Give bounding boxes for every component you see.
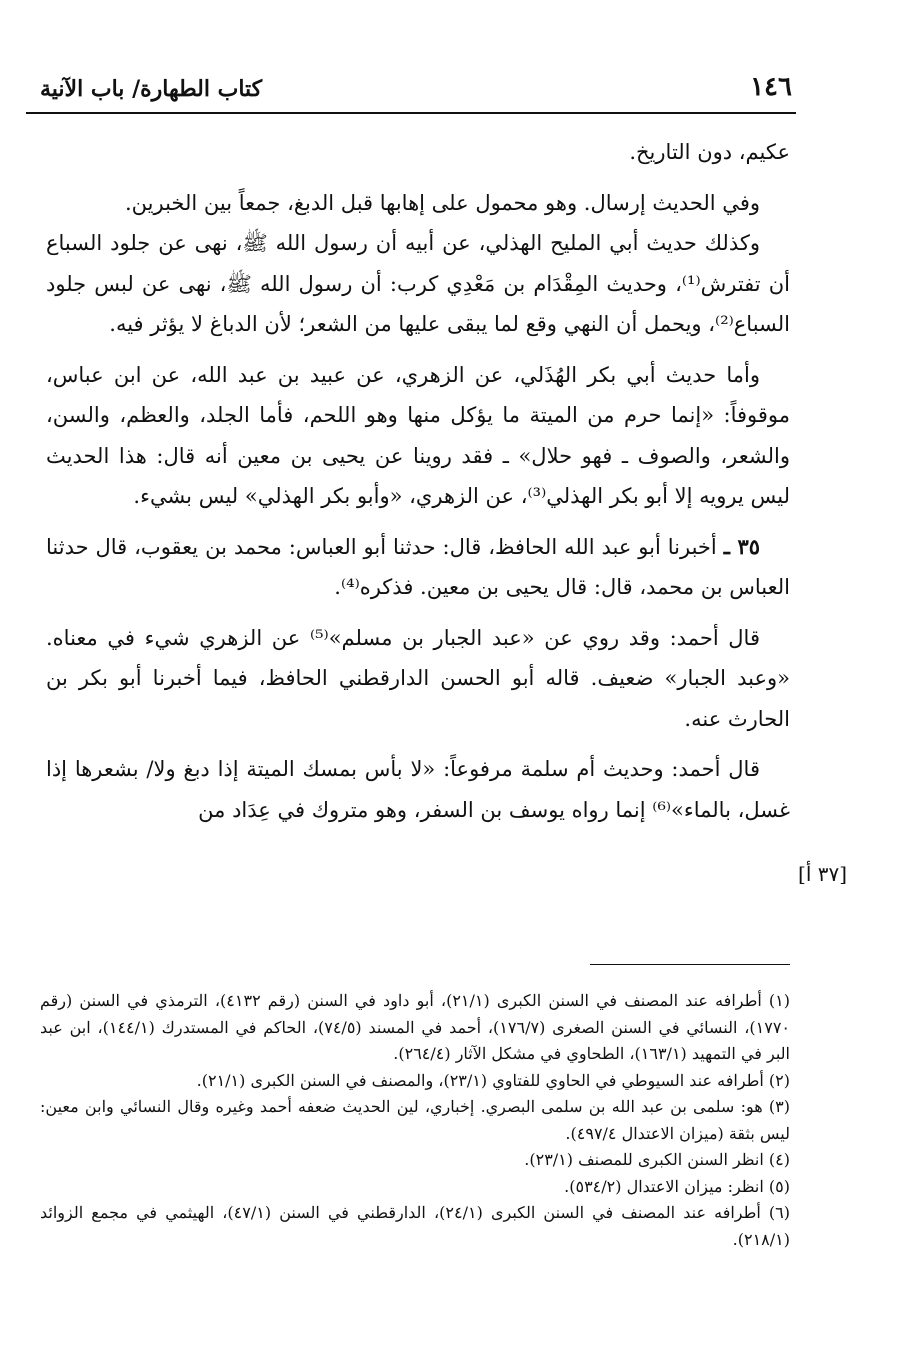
manuscript-folio-mark: [٣٧ أ] [798,862,848,886]
footnote-5: (٥) انظر: ميزان الاعتدال (٥٣٤/٢). [564,1176,790,1196]
hadith-number: ٣٥ ـ [723,533,761,559]
footnote-6: (٦) أطرافه عند المصنف في السنن الكبرى (٢٤/١)، الدارقطني في السنن (٤٧/١)، الهيثمي في مجمع الزوائد (٢١٨/١). [40,1203,791,1249]
paragraph-5-text: أخبرنا أبو عبد الله الحافظ، قال: حدثنا أبو العباس: محمد بن يعقوب، قال حدثنا العباس بن محمد، قال: قال يحيى بن معين. فذكره⁽⁴⁾. [46,534,790,599]
footnote-3: (٣) هو: سلمى بن عبد الله بن سلمى البصري. إخباري، لين الحديث ضعفه أحمد وغيره وقال النسائي وابن معين: ليس بثقة (ميزان الاعتدال ٤٩٧/٤). [40,1097,790,1143]
paragraph-3: وكذلك حديث أبي المليح الهذلي، عن أبيه أن رسول الله ﷺ، نهى عن جلود السباع أن تفترش⁽¹⁾، وحديث المِقْدَام بن مَعْدِي كرب: أن رسول الله ﷺ، نهى عن لبس جلود السباع⁽²⁾، ويحمل أن النهي وقع لما يبقى عليها من الشعر؛ لأن الدباغ لا يؤثر فيه. [46,231,791,336]
paragraph-1: عكيم، دون التاريخ. [629,140,790,164]
footnotes [40,988,790,1253]
paragraph-7: قال أحمد: وحديث أم سلمة مرفوعاً: «لا بأس بمسك الميتة إذا دبغ ولا/ بشعرها إذا غسل، بالماء»⁽⁶⁾ إنما رواه يوسف بن السفر، وهو متروك في عِدَاد من [46,757,790,822]
running-title: كتاب الطهارة/ باب الآنية [40,76,263,102]
paragraph-5 [46,527,790,608]
main-text [46,132,790,830]
paragraph-6: قال أحمد: وقد روي عن «عبد الجبار بن مسلم»⁽⁵⁾ عن الزهري شيء في معناه. «وعبد الجبار» ضعيف. قاله أبو الحسن الدارقطني الحافظ، فيما أخبرنا أبو بكر بن الحارث عنه. [46,625,790,731]
footnote-4: (٤) انظر السنن الكبرى للمصنف (٢٣/١). [524,1150,790,1169]
page-header [40,64,792,104]
footnote-1: (١) أطرافه عند المصنف في السنن الكبرى (٢١/١)، أبو داود في السنن (رقم ٤١٣٢)، الترمذي في السنن (رقم ١٧٧٠)، النسائي في السنن الصغرى (١٧٦/٧)، أحمد في المسند (٧٤/٥)، الحاكم في المستدرك (١٤٤/١)، ابن عبد البر في التمهيد (١٦٣/١)، الطحاوي في مشكل الآثار (٢٦٤/٤). [40,991,791,1063]
paragraph-4: وأما حديث أبي بكر الهُذَلي، عن الزهري، عن عبيد بن عبد الله، عن ابن عباس، موقوفاً: «إنما حرم من الميتة ما يؤكل منها وهو اللحم، فأما الجلد، والعظم، والسن، والشعر، والصوف ـ فهو حلال» ـ فقد روينا عن يحيى بن معين أنه قال: هذا الحديث ليس يرويه إلا أبو بكر الهذلي⁽³⁾، عن الزهري، «وأبو بكر الهذلي» ليس بشيء. [46,362,790,508]
paragraph-2: وفي الحديث إرسال. وهو محمول على إهابها قبل الدبغ، جمعاً بين الخبرين. [125,190,760,215]
footnote-2: (٢) أطرافه عند السيوطي في الحاوي للفتاوي (٢٣/١)، والمصنف في السنن الكبرى (٢١/١). [196,1070,790,1090]
header-rule [26,112,796,114]
page-number: ١٤٦ [750,72,792,102]
footnote-rule [590,964,790,965]
